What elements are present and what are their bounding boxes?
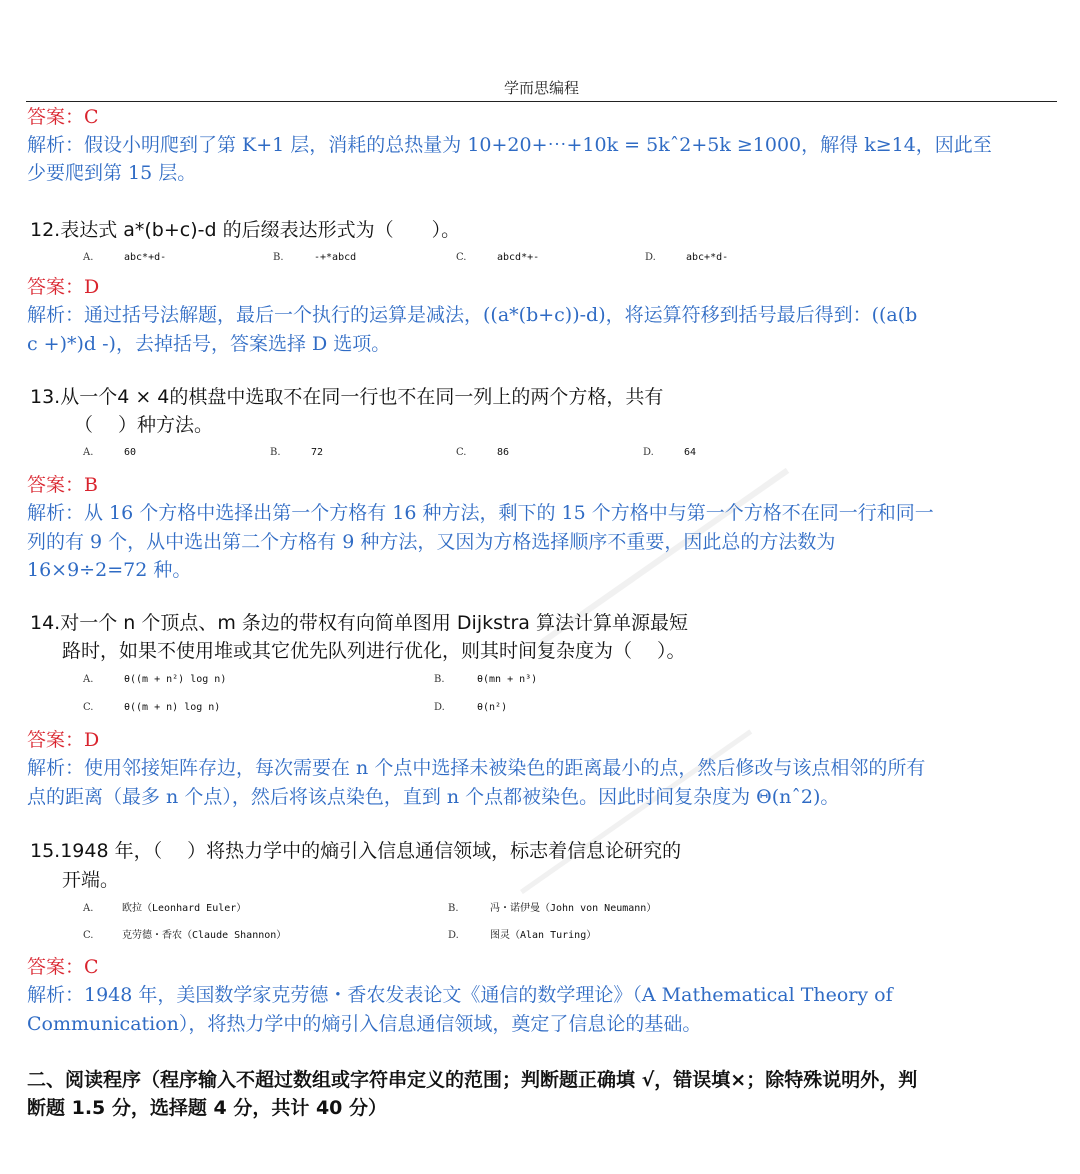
q12-option-d-text: abc+*d- — [686, 252, 729, 263]
q15-option-d-label: D. — [448, 930, 459, 941]
q14-options-row2 — [0, 696, 1080, 720]
q13-analysis-line2: 列的有 9 个，从中选出第二个方格有 9 种方法，又因为方格选择顺序不重要，因此总的方法数为 — [27, 531, 836, 553]
q14-options-row1 — [0, 668, 1080, 692]
q11-answer: 答案：C — [27, 106, 99, 128]
q13-option-d-text: 64 — [684, 447, 697, 458]
q15-answer: 答案：C — [27, 956, 99, 978]
q13-stem-line1: 13.从一个4 × 4的棋盘中选取不在同一行也不在同一列上的两个方格，共有 — [30, 386, 664, 408]
q14-option-c-label: C. — [83, 702, 94, 713]
q15-options-row2 — [0, 924, 1080, 948]
q13-option-a-label: A. — [83, 447, 94, 458]
q14-answer: 答案：D — [27, 729, 100, 751]
q12-option-d-label: D. — [645, 252, 656, 263]
q12-option-b-label: B. — [273, 252, 284, 263]
q12-option-a-text: abc*+d- — [124, 252, 167, 263]
q14-option-d-text: θ(n²) — [477, 702, 508, 713]
q11-analysis-line1: 解析：假设小明爬到了第 K+1 层，消耗的总热量为 10+20+⋯+10k = 5kˆ2+5k ≥1000，解得 k≥14，因此至 — [27, 134, 992, 156]
q15-options-row1 — [0, 897, 1080, 921]
q13-stem-line2: （ ）种方法。 — [74, 414, 214, 436]
q14-option-b-label: B. — [434, 674, 445, 685]
q15-option-c-text: 克劳德・香农（Claude Shannon） — [122, 930, 287, 941]
q15-stem-line2: 开端。 — [62, 869, 120, 891]
q15-option-c-label: C. — [83, 930, 94, 941]
q12-option-c-text: abcd*+- — [497, 252, 540, 263]
q12-stem: 12.表达式 a*(b+c)-d 的后缀表达形式为（ ）。 — [30, 219, 461, 241]
q13-options — [0, 441, 1080, 465]
q12-option-c-label: C. — [456, 252, 467, 263]
q15-analysis-line1: 解析：1948 年，美国数学家克劳德・香农发表论文《通信的数学理论》（A Mathematical Theory of — [27, 984, 893, 1006]
q14-analysis-line1: 解析：使用邻接矩阵存边，每次需要在 n 个点中选择未被染色的距离最小的点，然后修改与该点相邻的所有 — [27, 757, 926, 779]
section2-heading-line1: 二、阅读程序（程序输入不超过数组或字符串定义的范围；判断题正确填 √，错误填×；除特殊说明外，判 — [27, 1069, 918, 1091]
q14-stem-line2: 路时，如果不使用堆或其它优先队列进行优化，则其时间复杂度为（ ）。 — [62, 640, 686, 662]
q14-option-d-label: D. — [434, 702, 445, 713]
q14-analysis-line2: 点的距离（最多 n 个点），然后将该点染色，直到 n 个点都被染色。因此时间复杂度为 Θ(nˆ2)。 — [27, 786, 840, 808]
header-title: 学而思编程 — [503, 79, 579, 97]
q14-option-a-label: A. — [83, 674, 94, 685]
q13-answer: 答案：B — [27, 474, 98, 496]
q13-option-c-label: C. — [456, 447, 467, 458]
q13-option-a-text: 60 — [124, 447, 137, 458]
q12-option-b-text: -+*abcd — [314, 252, 357, 263]
q15-option-b-label: B. — [448, 903, 459, 914]
q15-analysis-line2: Communication），将热力学中的熵引入信息通信领域，奠定了信息论的基础。 — [27, 1013, 702, 1035]
q13-option-b-label: B. — [270, 447, 281, 458]
q15-option-b-text: 冯・诺伊曼（John von Neumann） — [490, 903, 657, 914]
q12-answer: 答案：D — [27, 276, 100, 298]
q12-option-a-label: A. — [83, 252, 94, 263]
q11-analysis-line2: 少要爬到第 15 层。 — [27, 162, 197, 184]
q14-option-b-text: θ(mn + n³) — [477, 674, 538, 685]
q15-option-d-text: 图灵（Alan Turing） — [490, 930, 597, 941]
q14-stem-line1: 14.对一个 n 个顶点、m 条边的带权有向简单图用 Dijkstra 算法计算单源最短 — [30, 612, 688, 634]
page-header — [26, 77, 1057, 102]
q13-analysis-line1: 解析：从 16 个方格中选择出第一个方格有 16 种方法，剩下的 15 个方格中与第一个方格不在同一行和同一 — [27, 502, 934, 524]
q14-option-a-text: θ((m + n²) log n) — [124, 674, 227, 685]
q15-stem-line1: 15.1948 年，（ ）将热力学中的熵引入信息通信领域，标志着信息论研究的 — [30, 840, 682, 862]
section2-heading-line2: 断题 1.5 分，选择题 4 分，共计 40 分） — [27, 1097, 388, 1119]
q15-option-a-text: 欧拉（Leonhard Euler） — [122, 903, 247, 914]
q12-analysis-line2: c +)*)d -)，去掉括号，答案选择 D 选项。 — [27, 333, 391, 355]
q12-analysis-line1: 解析：通过括号法解题，最后一个执行的运算是减法，((a*(b+c))-d)，将运算符移到括号最后得到：((a(b — [27, 304, 918, 326]
q13-analysis-line3: 16×9÷2=72 种。 — [27, 559, 192, 581]
q13-option-c-text: 86 — [497, 447, 510, 458]
q12-options — [0, 246, 1080, 270]
q13-option-d-label: D. — [643, 447, 654, 458]
q15-option-a-label: A. — [83, 903, 94, 914]
q13-option-b-text: 72 — [311, 447, 324, 458]
q14-option-c-text: θ((m + n) log n) — [124, 702, 221, 713]
